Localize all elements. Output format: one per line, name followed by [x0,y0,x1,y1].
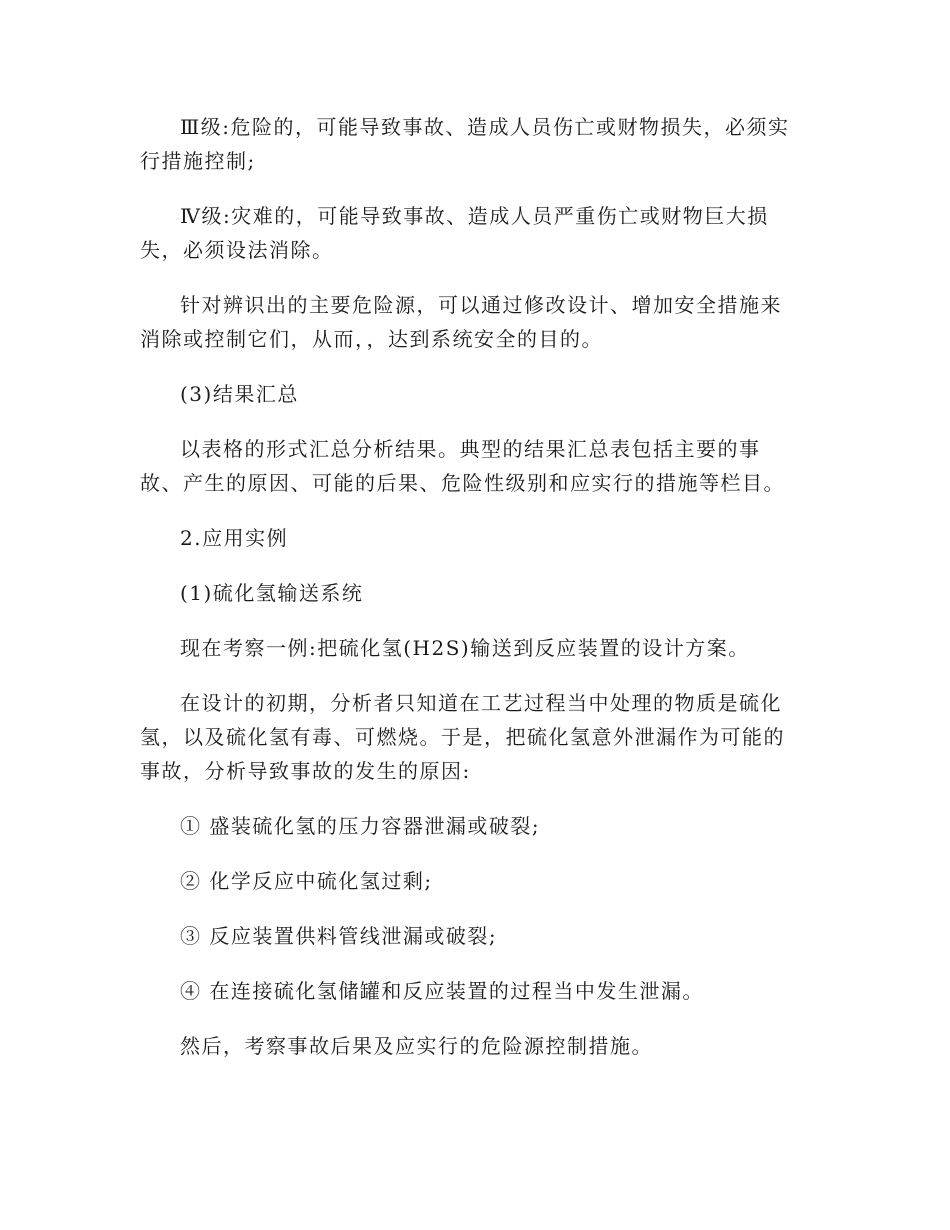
text-line: 故、产生的原因、可能的后果、危险性级别和应实行的措施等栏目。 [140,471,785,495]
text-line: 消除或控制它们，从而，，达到系统安全的目的。 [140,327,603,351]
heading-result-summary [140,377,810,411]
heading-text: (3)结果汇总 [180,382,299,406]
list-item-cause-3 [140,919,810,953]
text-line: ① 盛装硫化氢的压力容器泄漏或破裂; [180,814,541,838]
text-line: 以表格的形式汇总分析结果。典型的结果汇总表包括主要的事 [180,437,761,461]
text-line: 失，必须设法消除。 [140,238,334,262]
text-line: ③ 反应装置供料管线泄漏或破裂; [180,924,498,948]
text-line: Ⅲ级:危险的，可能导致事故、造成人员伤亡或财物损失，必须实 [180,115,790,139]
text-line: 在设计的初期，分析者只知道在工艺过程当中处理的物质是硫化 [180,691,782,715]
paragraph-level-3 [140,110,810,178]
text-line: 现在考察一例:把硫化氢(H2S)输送到反应装置的设计方案。 [180,636,750,660]
heading-application [140,521,810,555]
text-line: 然后，考察事故后果及应实行的危险源控制措施。 [180,1034,653,1058]
list-item-cause-4 [140,974,810,1008]
text-line: ④ 在连接硫化氢储罐和反应装置的过程当中发生泄漏。 [180,979,704,1003]
text-line: 氢，以及硫化氢有毒、可燃烧。于是，把硫化氢意外泄漏作为可能的 [140,725,785,749]
paragraph-result-summary [140,432,810,500]
text-line: ② 化学反应中硫化氢过剩; [180,869,433,893]
list-item-cause-2 [140,864,810,898]
paragraph-conclusion [140,1029,810,1063]
paragraph-h2s-example [140,631,810,665]
heading-text: (1)硫化氢输送系统 [180,581,364,605]
text-line: 事故，分析导致事故的发生的原因: [140,759,471,783]
paragraph-initial-design [140,686,810,788]
text-line: 行措施控制; [140,149,256,173]
text-line: 针对辨识出的主要危险源，可以通过修改设计、增加安全措施来 [180,293,782,317]
paragraph-level-4 [140,199,810,267]
document-page [140,110,810,1084]
list-item-cause-1 [140,809,810,843]
heading-text: 2.应用实例 [180,526,289,550]
text-line: Ⅳ级:灾难的，可能导致事故、造成人员严重伤亡或财物巨大损 [180,204,769,228]
paragraph-hazard-control [140,288,810,356]
heading-h2s-system [140,576,810,610]
